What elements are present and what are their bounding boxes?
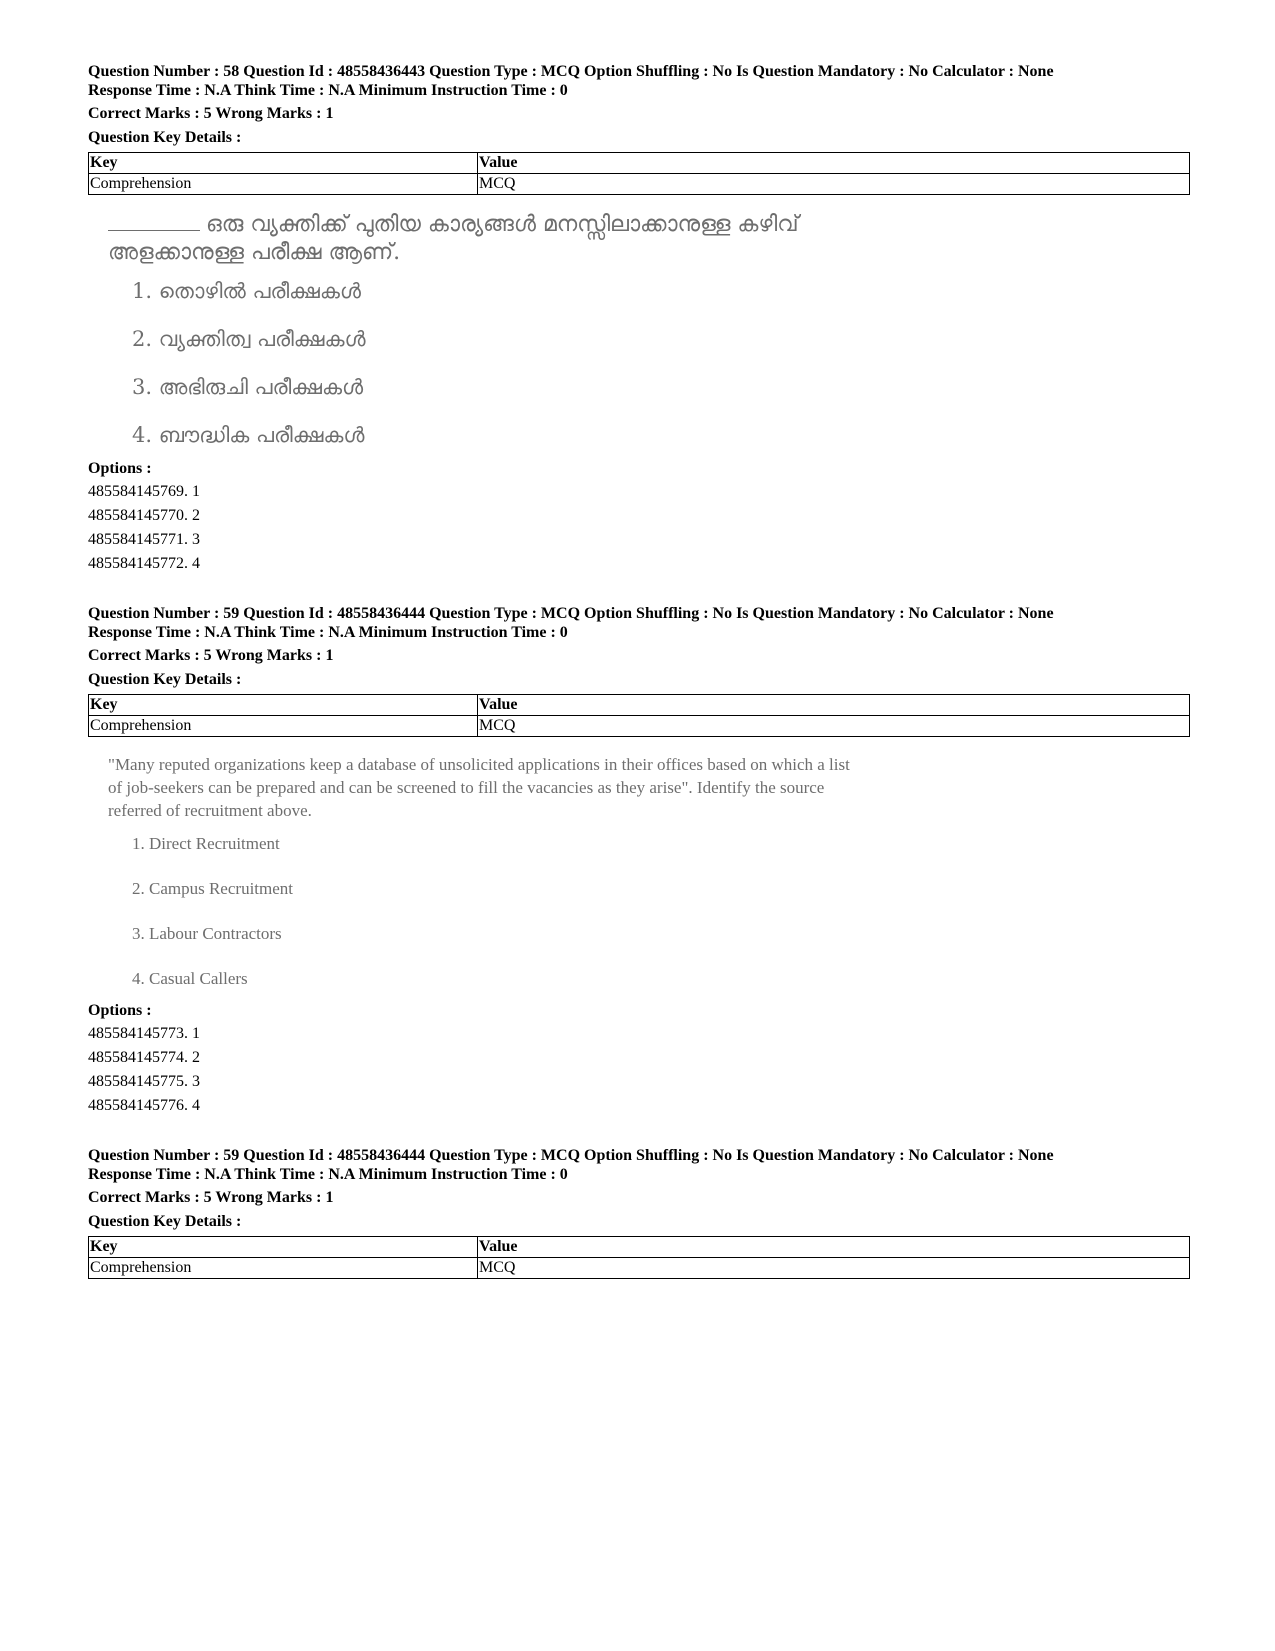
value-cell: MCQ: [478, 716, 1190, 737]
choice-list: [132, 834, 1196, 989]
table-row: [89, 716, 1190, 737]
question-paper: [88, 62, 1196, 1279]
question-header: Question Number : 58 Question Id : 48558436443 Question Type : MCQ Option Shuffling : No Is Question Mandatory : No Calculator : None: [88, 63, 1054, 80]
key-cell: Comprehension: [89, 1258, 478, 1279]
options-label: Options :: [88, 460, 152, 477]
question-header: Question Number : 59 Question Id : 48558436444 Question Type : MCQ Option Shuffling : No Is Question Mandatory : No Calculator : None: [88, 605, 1054, 622]
choice-item: 4. ബൗദ്ധിക പരീക്ഷകൾ: [132, 423, 365, 447]
option-item: 485584145774. 2: [88, 1049, 200, 1066]
value-cell: MCQ: [478, 1258, 1190, 1279]
choice-item: 1. Direct Recruitment: [132, 834, 280, 853]
option-item: 485584145773. 1: [88, 1025, 200, 1042]
key-header: Key: [89, 695, 478, 716]
question-timing: Response Time : N.A Think Time : N.A Minimum Instruction Time : 0: [88, 1166, 568, 1183]
value-header: Value: [478, 1237, 1190, 1258]
fill-blank: [108, 230, 200, 231]
key-details-table: [88, 152, 1190, 195]
question-stem-line: referred of recruitment above.: [108, 801, 312, 820]
key-details-label: Question Key Details :: [88, 129, 242, 146]
option-item: 485584145770. 2: [88, 507, 200, 524]
question-timing: Response Time : N.A Think Time : N.A Minimum Instruction Time : 0: [88, 82, 568, 99]
question-marks: Correct Marks : 5 Wrong Marks : 1: [88, 105, 334, 122]
table-row: [89, 174, 1190, 195]
value-header: Value: [478, 153, 1190, 174]
choice-item: 1. തൊഴിൽ പരീക്ഷകൾ: [132, 279, 361, 303]
question-marks: Correct Marks : 5 Wrong Marks : 1: [88, 1189, 334, 1206]
choice-list: [132, 279, 1196, 447]
option-item: 485584145772. 4: [88, 555, 200, 572]
key-details-label: Question Key Details :: [88, 1213, 242, 1230]
question-stem-line: അളക്കാനുള്ള പരീക്ഷ ആണ്.: [108, 240, 401, 265]
key-details-label: Question Key Details :: [88, 671, 242, 688]
key-details-table: [88, 1236, 1190, 1279]
question-image: [108, 211, 1196, 447]
option-item: 485584145771. 3: [88, 531, 200, 548]
question-image: [108, 753, 1196, 989]
table-header-row: [89, 1237, 1190, 1258]
option-item: 485584145776. 4: [88, 1097, 200, 1114]
key-details-table: [88, 694, 1190, 737]
choice-item: 3. Labour Contractors: [132, 924, 282, 943]
key-cell: Comprehension: [89, 716, 478, 737]
choice-item: 2. Campus Recruitment: [132, 879, 294, 898]
question-marks: Correct Marks : 5 Wrong Marks : 1: [88, 647, 334, 664]
key-header: Key: [89, 1237, 478, 1258]
value-cell: MCQ: [478, 174, 1190, 195]
value-header: Value: [478, 695, 1190, 716]
question-59: [88, 604, 1196, 1118]
key-header: Key: [89, 153, 478, 174]
choice-item: 3. അഭിരുചി പരീക്ഷകൾ: [132, 375, 364, 399]
table-header-row: [89, 695, 1190, 716]
question-header: Question Number : 59 Question Id : 48558436444 Question Type : MCQ Option Shuffling : No Is Question Mandatory : No Calculator : None: [88, 1147, 1054, 1164]
table-row: [89, 1258, 1190, 1279]
question-59-repeat: [88, 1146, 1196, 1279]
choice-item: 2. വ്യക്തിത്വ പരീക്ഷകൾ: [132, 327, 366, 351]
question-timing: Response Time : N.A Think Time : N.A Minimum Instruction Time : 0: [88, 624, 568, 641]
options-label: Options :: [88, 1002, 152, 1019]
key-cell: Comprehension: [89, 174, 478, 195]
question-stem-line: "Many reputed organizations keep a database of unsolicited applications in their offices based on which a list: [108, 755, 850, 774]
table-header-row: [89, 153, 1190, 174]
question-58: [88, 62, 1196, 576]
question-stem-line: of job-seekers can be prepared and can be screened to fill the vacancies as they arise". Identify the source: [108, 778, 825, 797]
option-item: 485584145769. 1: [88, 483, 200, 500]
option-item: 485584145775. 3: [88, 1073, 200, 1090]
question-stem-line: ഒരു വ്യക്തിക്ക് പുതിയ കാര്യങ്ങൾ മനസ്സിലാക്കാനുള്ള കഴിവ്: [108, 211, 1196, 239]
choice-item: 4. Casual Callers: [132, 969, 248, 988]
